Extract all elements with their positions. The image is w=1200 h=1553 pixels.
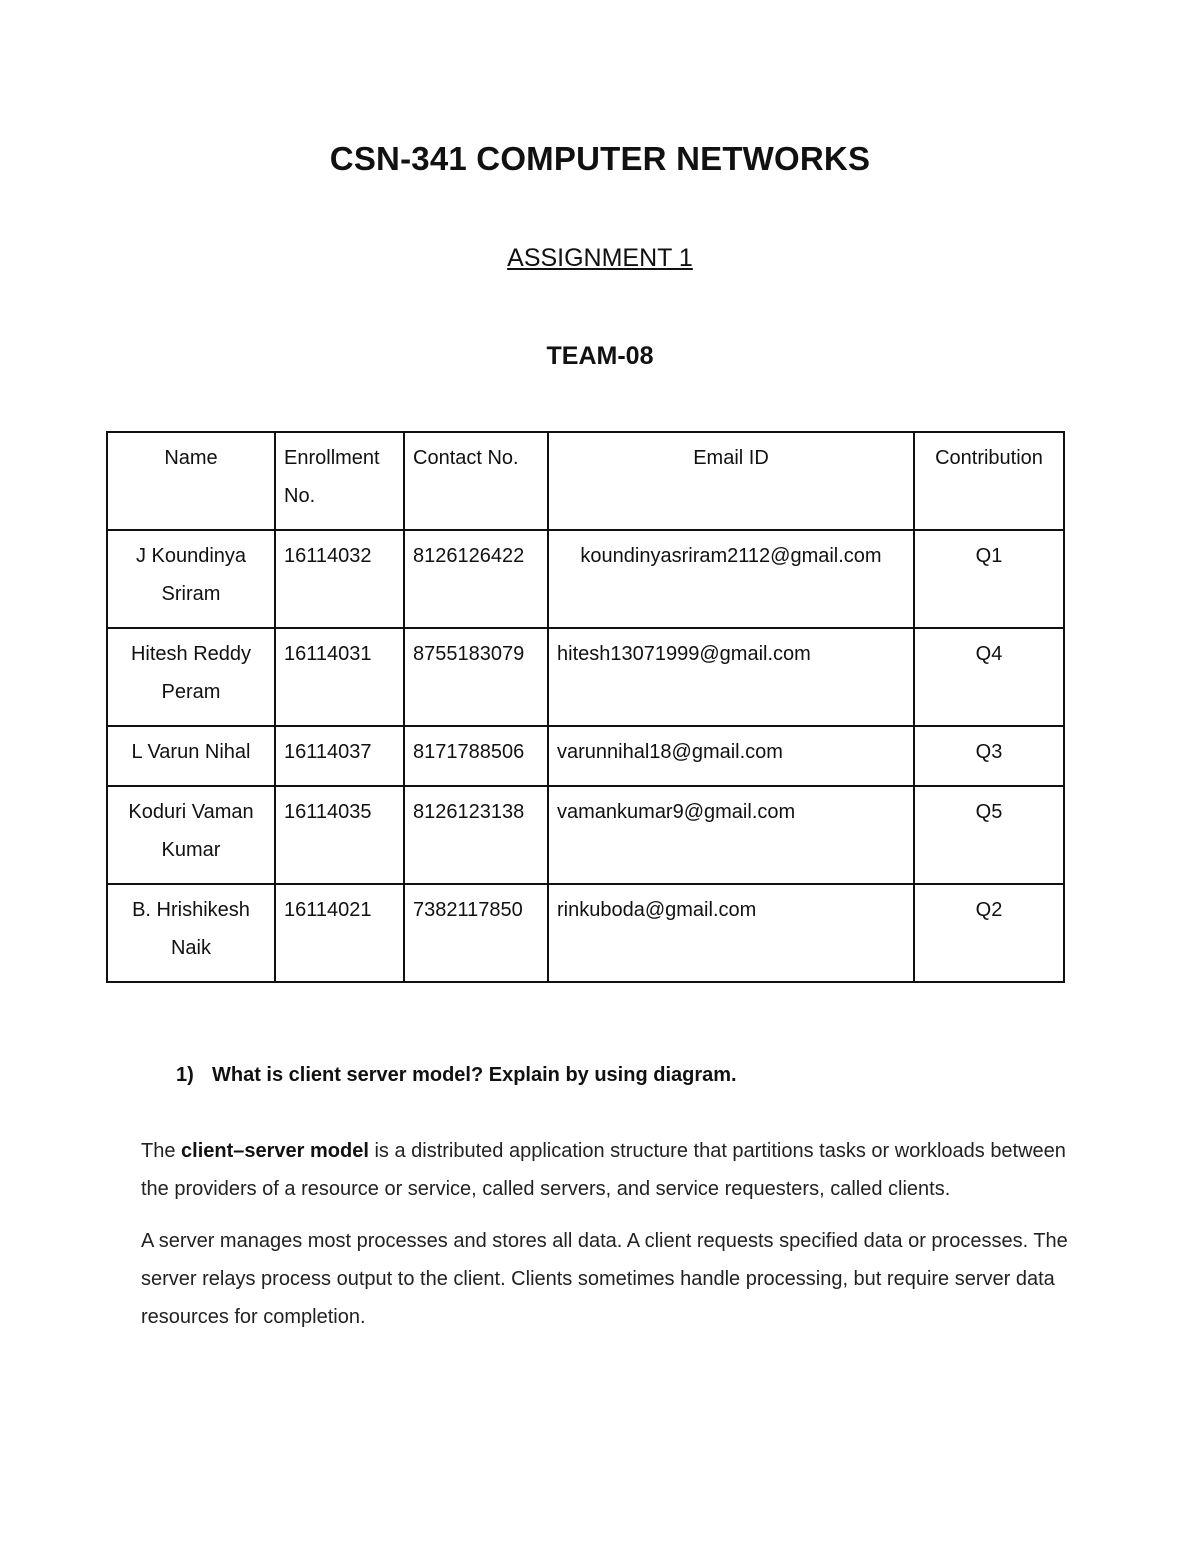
assignment-subtitle: ASSIGNMENT 1 xyxy=(507,244,693,272)
member-enrollment: 16114037 xyxy=(275,726,404,786)
member-contact: 8126123138 xyxy=(404,786,548,884)
paragraph-prefix: The xyxy=(141,1140,182,1162)
document-title: CSN-341 COMPUTER NETWORKS xyxy=(329,140,871,177)
team-heading: TEAM-08 xyxy=(546,342,654,370)
question-number: 1) xyxy=(176,1064,194,1086)
question-1-heading xyxy=(176,1064,1076,1087)
member-enrollment: 16114032 xyxy=(275,530,404,628)
table-header-row xyxy=(107,432,1064,530)
table-row xyxy=(107,530,1064,628)
member-email: vamankumar9@gmail.com xyxy=(548,786,914,884)
member-contact: 8171788506 xyxy=(404,726,548,786)
answer-paragraph-2: A server manages most processes and stores all data. A client requests specified data or processes. The server relays process output to the client. Clients sometimes handle processing, but require server data resources for completion. xyxy=(141,1230,1068,1328)
member-contact: 8755183079 xyxy=(404,628,548,726)
table-row xyxy=(107,628,1064,726)
member-email: rinkuboda@gmail.com xyxy=(548,884,914,982)
member-name: Koduri Vaman Kumar xyxy=(107,786,275,884)
question-text: What is client server model? Explain by using diagram. xyxy=(212,1064,737,1086)
member-contribution: Q1 xyxy=(914,530,1064,628)
header-contribution: Contribution xyxy=(914,432,1064,530)
bold-term: client–server model xyxy=(181,1140,369,1162)
member-contribution: Q5 xyxy=(914,786,1064,884)
header-enrollment: Enrollment No. xyxy=(275,432,404,530)
member-enrollment: 16114035 xyxy=(275,786,404,884)
header-email: Email ID xyxy=(548,432,914,530)
member-email: koundinyasriram2112@gmail.com xyxy=(548,530,914,628)
member-contribution: Q4 xyxy=(914,628,1064,726)
answer-paragraph-1 xyxy=(141,1132,1081,1208)
member-name: Hitesh Reddy Peram xyxy=(107,628,275,726)
member-contribution: Q3 xyxy=(914,726,1064,786)
paragraph-suffix: is a distributed application structure that partitions tasks or workloads between the providers of a resource or service, called servers, and service requesters, called clients. xyxy=(141,1140,1066,1200)
member-contact: 7382117850 xyxy=(404,884,548,982)
member-contact: 8126126422 xyxy=(404,530,548,628)
member-enrollment: 16114021 xyxy=(275,884,404,982)
team-members-table xyxy=(106,431,1065,983)
header-contact: Contact No. xyxy=(404,432,548,530)
table-row xyxy=(107,884,1064,982)
header-name: Name xyxy=(107,432,275,530)
table-row xyxy=(107,786,1064,884)
member-name: L Varun Nihal xyxy=(107,726,275,786)
member-contribution: Q2 xyxy=(914,884,1064,982)
member-enrollment: 16114031 xyxy=(275,628,404,726)
member-name: J Koundinya Sriram xyxy=(107,530,275,628)
member-email: varunnihal18@gmail.com xyxy=(548,726,914,786)
table-row xyxy=(107,726,1064,786)
member-name: B. Hrishikesh Naik xyxy=(107,884,275,982)
member-email: hitesh13071999@gmail.com xyxy=(548,628,914,726)
